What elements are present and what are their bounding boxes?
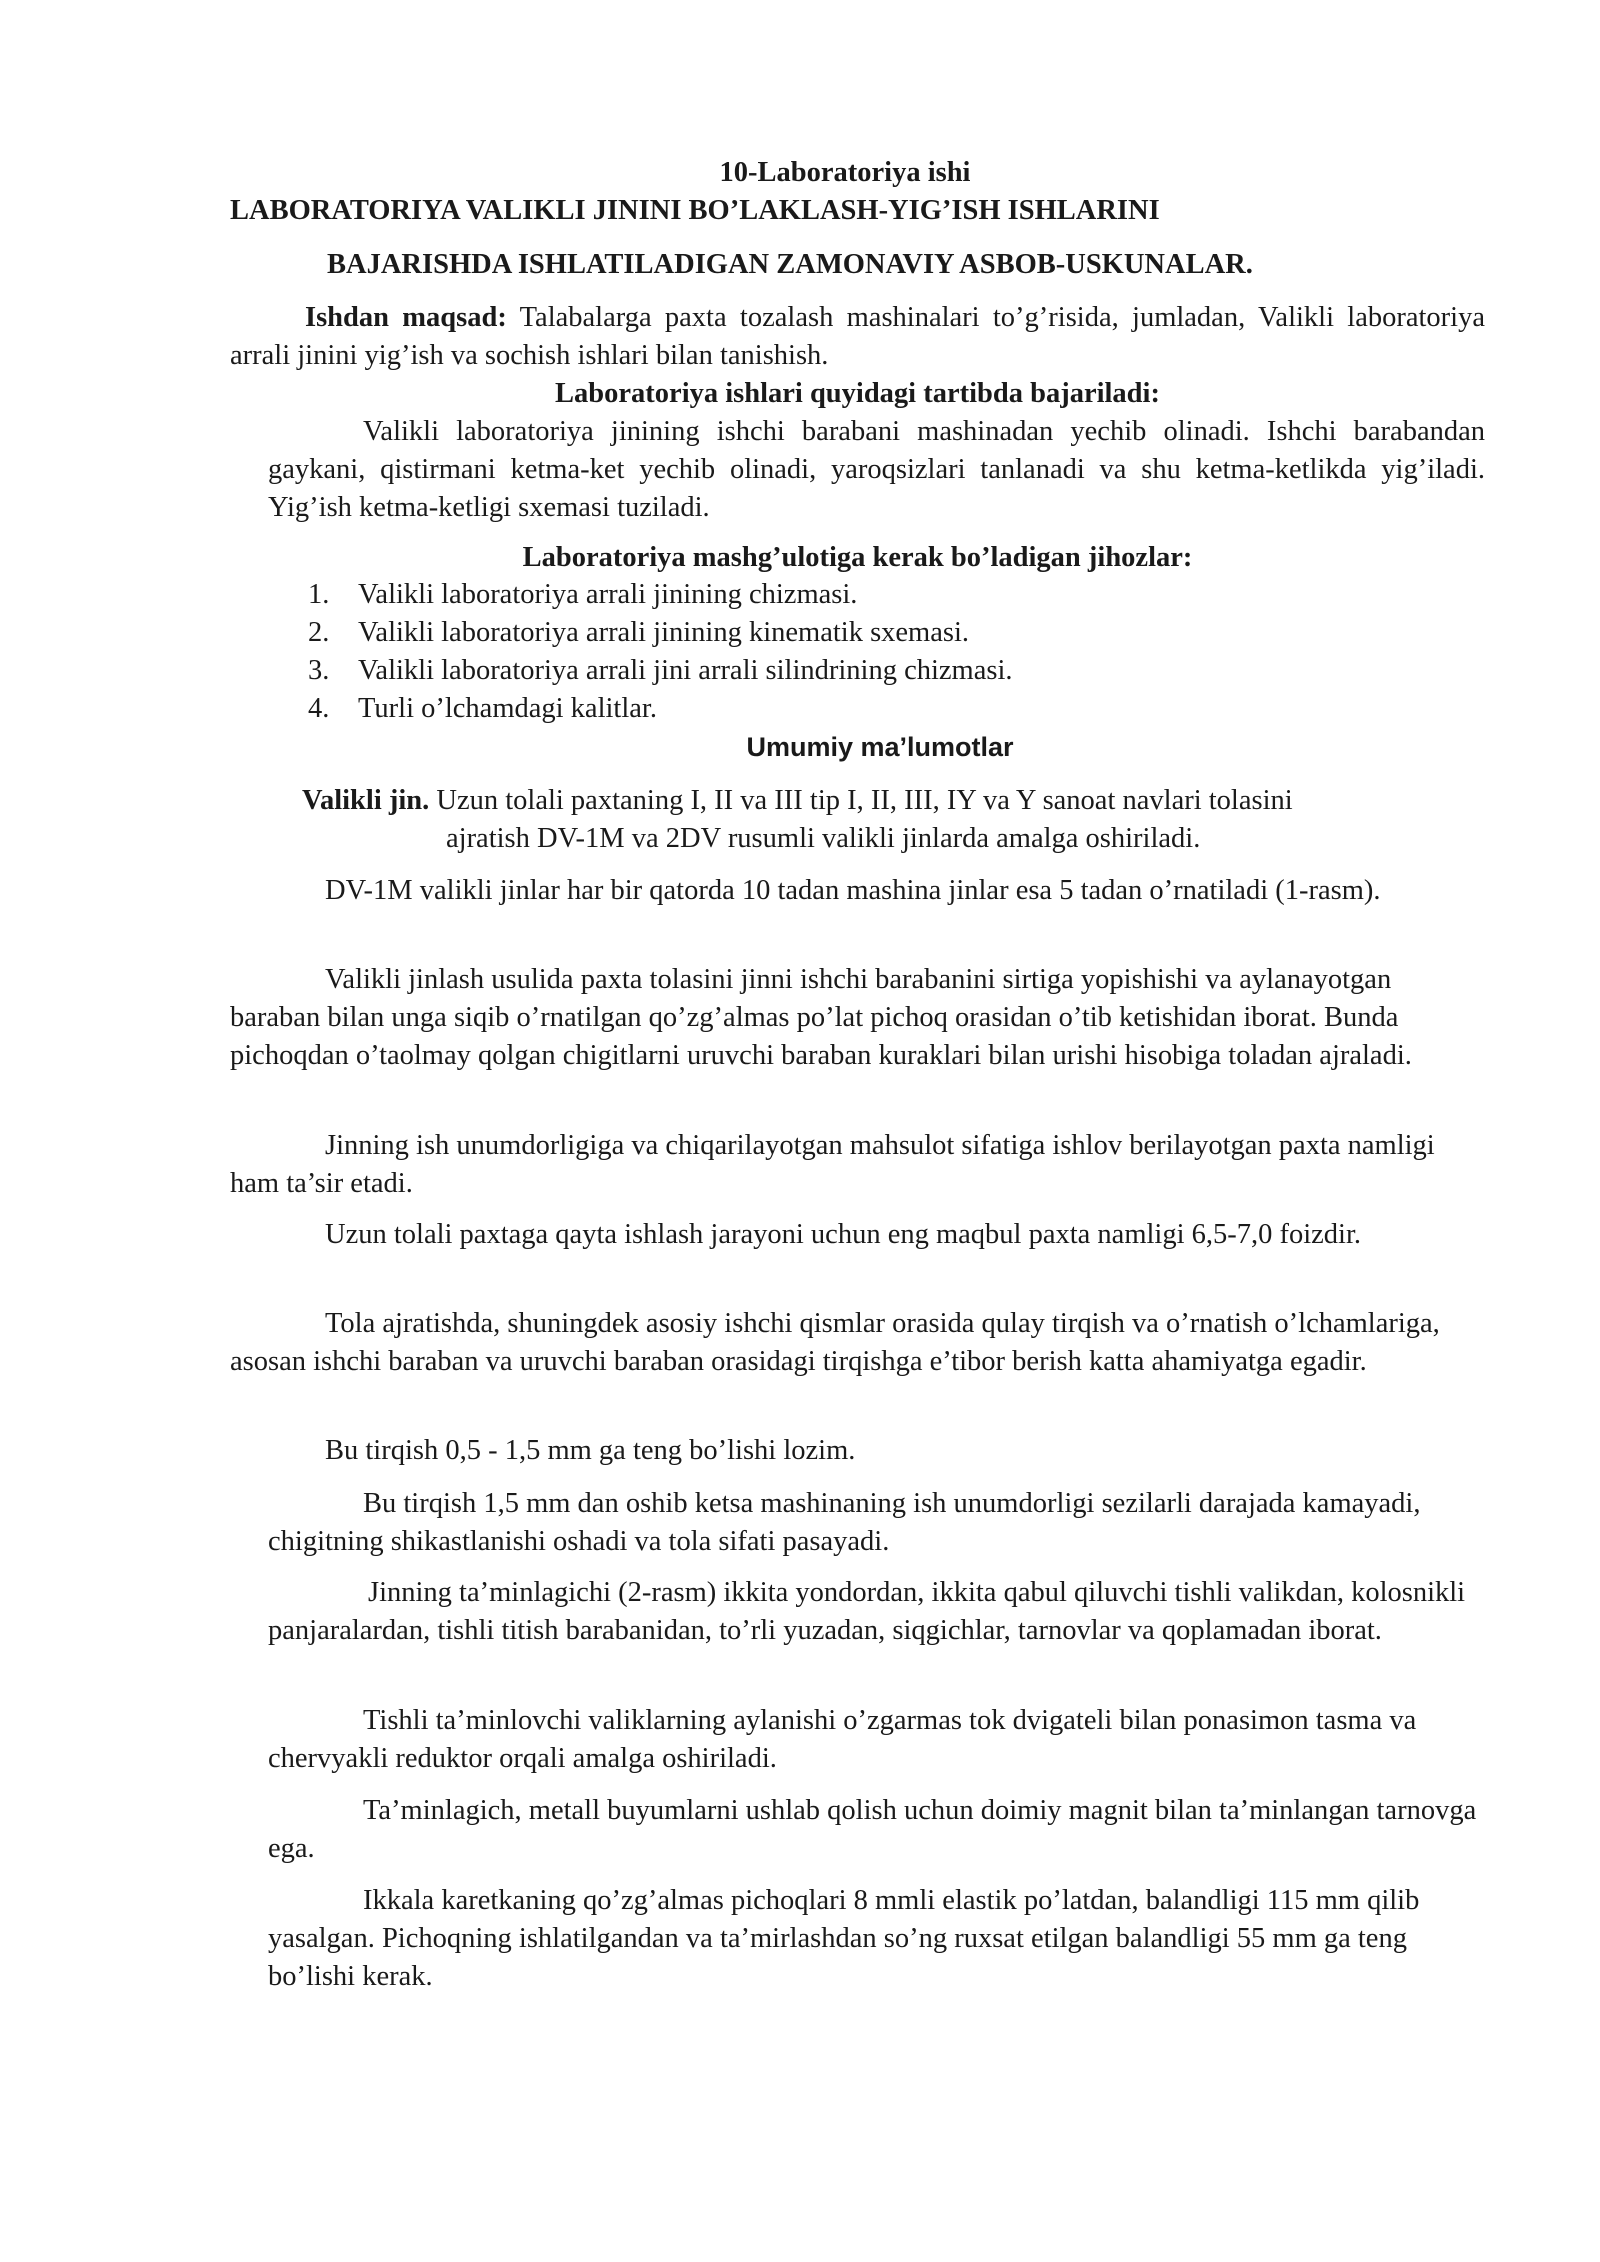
intro-label: Valikli jin. [302,785,430,816]
goal-text: Talabalarga paxta tozalash mashinalari to’g’risida, jumladan, Valikli laboratoriya arrali jinini yig’ish va sochish ishlari bilan tanishish. [230,302,1485,371]
equipment-list [308,576,1013,728]
paragraph: Tola ajratishda, shuningdek asosiy ishchi qismlar orasida qulay tirqish va o’rnatish o’lchamlariga, asosan ishchi baraban va uruvchi baraban orasidagi tirqishga e’tibor berish katta ahamiyatga egadir. [230,1308,1440,1377]
goal-label: Ishdan maqsad: [305,302,507,333]
list-item: 3. Valikli laboratoriya arrali jini arrali silindrining chizmasi. [308,655,1013,686]
procedure-heading: Laboratoriya ishlari quyidagi tartibda bajariladi: [555,378,1160,409]
equipment-heading: Laboratoriya mashg’ulotiga kerak bo’ladigan jihozlar: [522,542,1193,573]
paragraph: Ta’minlagich, metall buyumlarni ushlab qolish uchun doimiy magnit bilan ta’minlangan tarnovga ega. [268,1795,1477,1864]
intro-line-2: ajratish DV-1M va 2DV rusumli valikli jinlarda amalga oshiriladi. [446,823,1201,854]
list-item: 4. Turli o’lchamdagi kalitlar. [308,693,657,724]
paragraph: Ikkala karetkaning qo’zg’almas pichoqlari 8 mmli elastik po’latdan, balandligi 115 mm qilib yasalgan. Pichoqning ishlatilgandan va ta’mirlashdan so’ng ruxsat etilgan balandligi 55 mm ga teng bo’lishi kerak. [268,1885,1420,1992]
paragraph: Bu tirqish 1,5 mm dan oshib ketsa mashinaning ish unumdorligi sezilarli darajada kamayadi, chigitning shikastlanishi oshadi va tola sifati pasayadi. [268,1488,1421,1557]
goal-paragraph [230,299,1485,375]
title-line-2: BAJARISHDA ISHLATILADIGAN ZAMONAVIY ASBOB-USKUNALAR. [327,249,1253,280]
paragraph: Jinning ish unumdorligiga va chiqarilayotgan mahsulot sifatiga ishlov berilayotgan paxta namligi ham ta’sir etadi. [230,1130,1435,1199]
lab-number-heading: 10-Laboratoriya ishi [719,157,971,188]
list-item: 1. Valikli laboratoriya arrali jinining chizmasi. [308,579,858,610]
paragraph: Bu tirqish 0,5 - 1,5 mm ga teng bo’lishi lozim. [325,1435,856,1466]
intro-line-1: Valikli jin. Uzun tolali paxtaning I, II va III tip I, II, III, IY va Y sanoat navlari tolasini [302,785,1293,816]
paragraph: Valikli jinlash usulida paxta tolasini jinni ishchi barabanini sirtiga yopishishi va aylanayotgan baraban bilan unga siqib o’rnatilgan qo’zg’almas po’lat pichoq orasidan o’tib ketishidan iborat. Bunda pichoqdan o’taolmay qolgan chigitlarni uruvchi baraban kuraklari bilan urishi hisobiga toladan ajraladi. [230,964,1412,1071]
title-line-1: LABORATORIYA VALIKLI JININI BO’LAKLASH-YIG’ISH ISHLARINI [230,195,1160,226]
paragraph: DV-1M valikli jinlar har bir qatorda 10 tadan mashina jinlar esa 5 tadan o’rnatiladi (1-rasm). [325,875,1381,906]
paragraph: Tishli ta’minlovchi valiklarning aylanishi o’zgarmas tok dvigateli bilan ponasimon tasma va chervyakli reduktor orqali amalga oshiriladi. [268,1705,1417,1774]
procedure-paragraph: Valikli laboratoriya jinining ishchi barabani mashinadan yechib olinadi. Ishchi barabandan gaykani, qistirmani ketma-ket yechib olinadi, yaroqsizlari tanlanadi va shu ketma-ketlikda yig’iladi. Yig’ish ketma-ketligi sxemasi tuziladi. [268,416,1485,523]
list-item: 2. Valikli laboratoriya arrali jinining kinematik sxemasi. [308,617,970,648]
paragraph: Jinning ta’minlagichi (2-rasm) ikkita yondordan, ikkita qabul qiluvchi tishli valikdan, kolosnikli panjaralardan, tishli titish barabanidan, to’rli yuzadan, siqgichlar, tarnovlar va qoplamadan iborat. [268,1577,1466,1646]
paragraph: Uzun tolali paxtaga qayta ishlash jarayoni uchun eng maqbul paxta namligi 6,5-7,0 foizdir. [325,1219,1362,1250]
general-heading: Umumiy ma’lumotlar [746,732,1014,762]
